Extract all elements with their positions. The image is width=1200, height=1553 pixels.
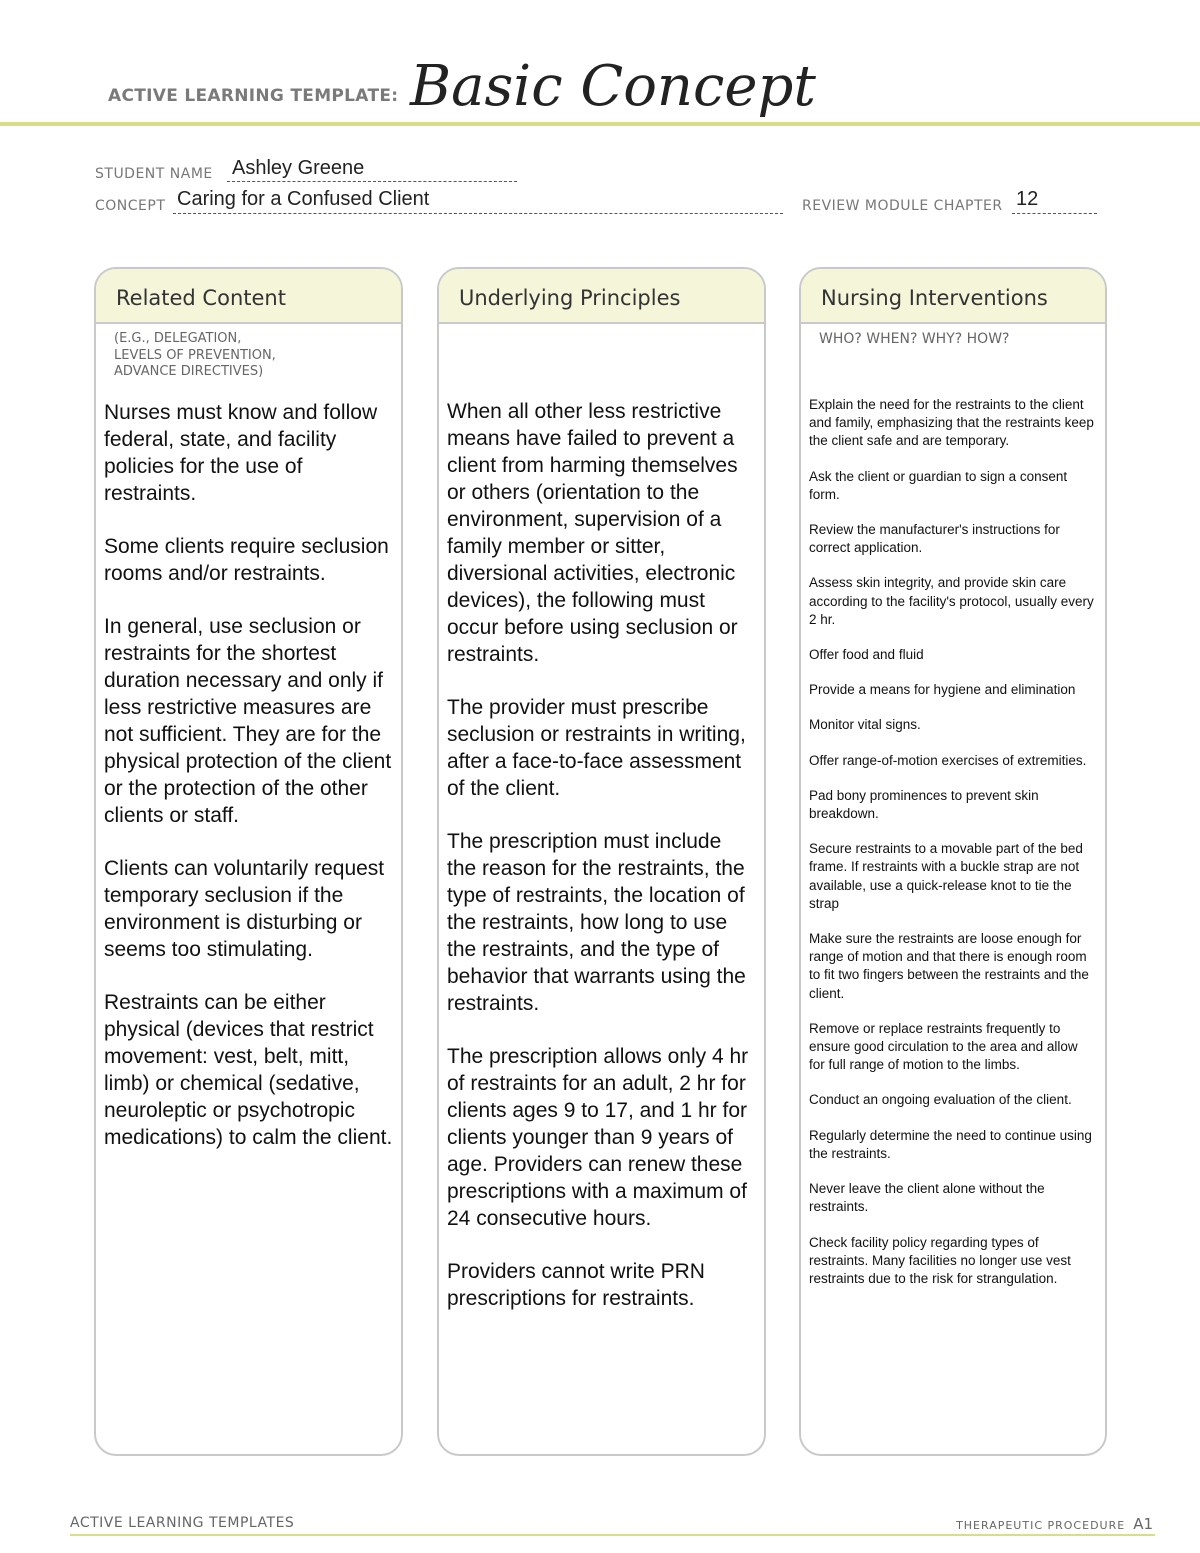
footer-left-label: ACTIVE LEARNING TEMPLATES [70,1515,295,1531]
review-module-line [1012,213,1097,214]
paragraph: Remove or replace restraints frequently to ensure good circulation to the area and allow for full range of motion to the limbs. [809,1020,1078,1073]
review-module-label: REVIEW MODULE CHAPTER [802,198,1003,214]
paragraph: Conduct an ongoing evaluation of the client. [809,1092,1072,1108]
paragraph: Check facility policy regarding types of restraints. Many facilities no longer use vest restraints due to the risk for strangulation. [809,1234,1071,1286]
header-rule [0,122,1200,126]
paragraph: Restraints can be either physical (devices that restrict movement: vest, belt, mitt, limb) or chemical (sedative, neuroleptic or psychotropic medications) to calm the client. [104,991,393,1149]
paragraph: Providers cannot write PRN prescriptions for restraints. [447,1260,705,1310]
paragraph: Ask the client or guardian to sign a consent form. [809,468,1068,502]
student-name-label: STUDENT NAME [95,166,213,182]
related-content-box [94,267,403,1456]
footer-procedure-label: THERAPEUTIC PROCEDURE [956,1519,1126,1532]
template-title: Basic Concept [410,54,816,119]
concept-field[interactable]: Caring for a Confused Client [177,188,430,210]
nursing-interventions-text[interactable] [809,396,1097,1305]
footer-right-label [956,1515,1153,1534]
subtitle-line: ADVANCE DIRECTIVES) [114,364,264,379]
paragraph: Some clients require seclusion rooms and/or restraints. [104,535,389,585]
template-label: ACTIVE LEARNING TEMPLATE: [108,86,399,106]
paragraph: Assess skin integrity, and provide skin care according to the facility's protocol, usually every 2 hr. [809,575,1094,627]
related-content-text[interactable] [104,399,393,1177]
paragraph: The prescription allows only 4 hr of restraints for an adult, 2 hr for clients ages 9 to 17, and 1 hr for clients younger than 9 years of age. Providers can renew these prescriptions with a maximum of 24 consecutive hours. [447,1045,749,1230]
paragraph: Monitor vital signs. [809,717,921,733]
concept-line [173,213,783,214]
paragraph: Nurses must know and follow federal, state, and facility policies for the use of restraints. [104,401,378,505]
paragraph: Clients can voluntarily request temporary seclusion if the environment is disturbing or seems too stimulating. [104,857,385,961]
subtitle-line: (E.G., DELEGATION, [114,331,242,346]
paragraph: Provide a means for hygiene and elimination [809,682,1076,698]
student-name-field[interactable]: Ashley Greene [232,157,365,179]
related-content-header [96,269,401,324]
nursing-interventions-box [799,267,1107,1456]
related-content-subtitle [114,331,276,381]
concept-label: CONCEPT [95,198,166,214]
paragraph: Review the manufacturer's instructions for correct application. [809,522,1060,556]
related-content-title: Related Content [116,286,286,310]
paragraph: Pad bony prominences to prevent skin breakdown. [809,787,1039,822]
paragraph: Offer food and fluid [809,647,924,663]
paragraph: Offer range-of-motion exercises of extremities. [809,752,1087,768]
underlying-principles-text[interactable] [447,398,756,1338]
nursing-interventions-title: Nursing Interventions [821,286,1048,310]
underlying-principles-box [437,267,766,1456]
paragraph: Explain the need for the restraints to the client and family, emphasizing that the restraints keep the client safe and are temporary. [809,397,1094,449]
paragraph: The provider must prescribe seclusion or restraints in writing, after a face-to-face assessment of the client. [447,696,746,800]
footer-rule [70,1534,1155,1536]
footer-page-number: A1 [1133,1515,1153,1533]
paragraph: Make sure the restraints are loose enough for range of motion and that there is enough room to fit two fingers between the restraints and the client. [809,931,1089,1001]
paragraph: In general, use seclusion or restraints for the shortest duration necessary and only if less restrictive measures are not sufficient. They are for the physical protection of the client or the protection of the other clients or staff. [104,615,392,827]
underlying-principles-header [439,269,764,324]
subtitle-line: LEVELS OF PREVENTION, [114,347,276,363]
paragraph: Never leave the client alone without the restraints. [809,1181,1045,1215]
student-name-line [227,181,517,182]
paragraph: Secure restraints to a movable part of the bed frame. If restraints with a buckle strap are not available, use a quick-release knot to tie the strap [809,841,1083,911]
paragraph: When all other less restrictive means have failed to prevent a client from harming themselves or others (orientation to the environment, supervision of a family member or sitter, diversional activities, electronic devices), the following must occur before using seclusion or restraints. [447,400,738,666]
underlying-principles-title: Underlying Principles [459,286,681,310]
paragraph: The prescription must include the reason for the restraints, the type of restraints, the location of the restraints, how long to use the restraints, and the type of behavior that warrants using the restraints. [447,830,746,1015]
nursing-interventions-header [801,269,1105,324]
nursing-interventions-subtitle: WHO? WHEN? WHY? HOW? [819,331,1010,347]
review-module-field[interactable]: 12 [1016,188,1039,210]
paragraph: Regularly determine the need to continue using the restraints. [809,1127,1092,1161]
